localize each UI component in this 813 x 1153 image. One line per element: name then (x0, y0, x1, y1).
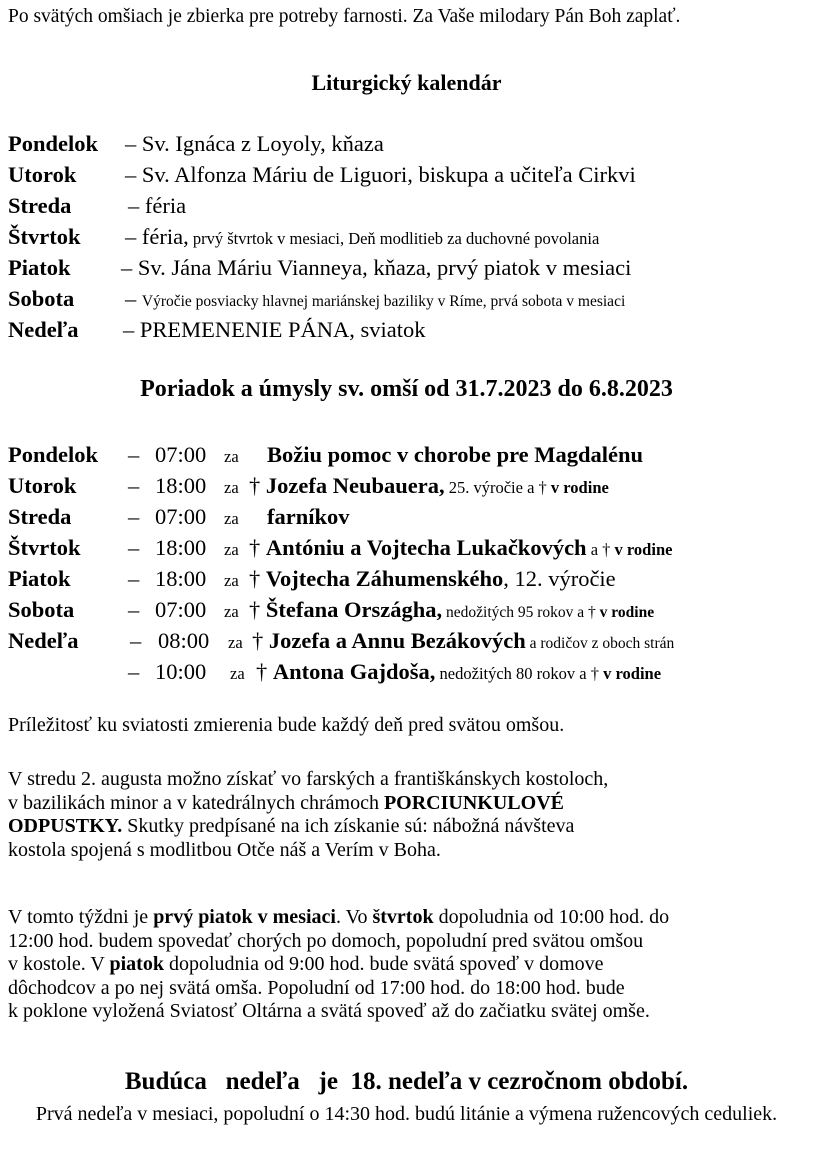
mass-dash: – (130, 628, 142, 653)
calendar-entry: – Výročie posviacky hlavnej mariánskej baziliky v Ríme, prvá sobota v mesiaci (125, 286, 626, 311)
mass-day: Pondelok (8, 442, 99, 467)
porciunkula-paragraph: V stredu 2. augusta možno získať vo farských a františkánskych kostoloch, v bazilikách minor a v katedrálnych chrámoch PORCIUNKULOVÉ ODPUSTKY. Skutky predpísané na ich získanie sú: nábožná návšteva kostola spojená s modlitbou Otče náš a Verím v Boha. (8, 768, 609, 861)
confession-note: Príležitosť ku sviatosti zmierenia bude každý deň pred svätou omšou. (8, 714, 565, 736)
mass-dash: – (128, 566, 140, 591)
mass-dash: – (128, 504, 140, 529)
mass-time: 07:00 (155, 442, 207, 467)
calendar-entry: – féria, prvý štvrtok v mesiaci, Deň modlitieb za duchovné povolania (125, 224, 600, 249)
mass-za: za (230, 664, 245, 683)
calendar-entry: – Sv. Jána Máriu Vianneya, kňaza, prvý piatok v mesiaci (121, 255, 632, 280)
mass-intention: † Jozefa a Annu Bezákových a rodičov z oboch strán (252, 628, 675, 653)
mass-day: Streda (8, 504, 72, 529)
mass-intention: † Štefana Országha, nedožitých 95 rokov a † v rodine (249, 597, 655, 622)
calendar-day: Piatok (8, 255, 71, 280)
mass-za: za (224, 478, 239, 497)
first-friday-paragraph: V tomto týždni je prvý piatok v mesiaci. Vo štvrtok dopoludnia od 10:00 hod. do 12:00 hod. budem spovedať chorých po domoch, popoludní pred svätou omšou v kostole. V piatok dopoludnia od 9:00 hod. bude svätá spoveď v domove dôchodcov a po nej svätá omša. Popoludní od 17:00 hod. do 18:00 hod. bude k poklone vyložená Sviatosť Oltárna a svätá spoveď až do začiatku svätej omše. (8, 906, 670, 1022)
calendar-day: Pondelok (8, 131, 99, 156)
calendar-title: Liturgický kalendár (311, 70, 502, 95)
mass-dash: – (128, 597, 140, 622)
mass-time: 07:00 (155, 504, 207, 529)
collection-note: Po svätých omšiach je zbierka pre potreby farnosti. Za Vaše milodary Pán Boh zaplať. (8, 6, 681, 27)
mass-dash: – (128, 442, 140, 467)
mass-intention: † Antóniu a Vojtecha Lukačkových a † v rodine (249, 535, 673, 560)
mass-za: za (224, 602, 239, 621)
mass-intention: † Vojtecha Záhumenského, 12. výročie (249, 566, 616, 591)
mass-za: za (224, 447, 239, 466)
mass-day: Nedeľa (8, 628, 79, 653)
mass-za: za (228, 633, 243, 652)
mass-intention: † Jozefa Neubauera, 25. výročie a † v rodine (249, 473, 609, 498)
mass-day: Štvrtok (8, 535, 81, 560)
mass-time: 10:00 (155, 659, 207, 684)
mass-time: 18:00 (155, 535, 207, 560)
mass-dash: – (128, 535, 140, 560)
calendar-entry: – Sv. Alfonza Máriu de Liguori, biskupa a učiteľa Cirkvi (125, 162, 636, 187)
mass-time: 07:00 (155, 597, 207, 622)
mass-intention: † Antona Gajdoša, nedožitých 80 rokov a † v rodine (256, 659, 662, 684)
mass-time: 08:00 (158, 628, 210, 653)
calendar-day: Utorok (8, 162, 77, 187)
calendar-day: Nedeľa (8, 317, 79, 342)
mass-za: za (224, 540, 239, 559)
mass-day: Piatok (8, 566, 71, 591)
next-sunday-title: Budúca nedeľa je 18. nedeľa v cezročnom období. (124, 1068, 689, 1095)
mass-za: za (224, 571, 239, 590)
mass-day: Sobota (8, 597, 75, 622)
mass-za: za (224, 509, 239, 528)
calendar-day: Sobota (8, 286, 75, 311)
calendar-day: Streda (8, 193, 72, 218)
calendar-entry: – féria (128, 193, 187, 218)
next-sunday-note: Prvá nedeľa v mesiaci, popoludní o 14:30 hod. budú litánie a výmena ružencových ceduliek. (35, 1103, 778, 1125)
mass-dash: – (128, 659, 140, 684)
mass-time: 18:00 (155, 473, 207, 498)
mass-schedule-title: Poriadok a úmysly sv. omší od 31.7.2023 do 6.8.2023 (140, 376, 673, 402)
calendar-day: Štvrtok (8, 224, 81, 249)
calendar-entry: – PREMENENIE PÁNA, sviatok (123, 317, 426, 342)
calendar-entry: – Sv. Ignáca z Loyoly, kňaza (125, 131, 384, 156)
mass-intention: Božiu pomoc v chorobe pre Magdalénu (267, 442, 644, 467)
mass-time: 18:00 (155, 566, 207, 591)
mass-dash: – (128, 473, 140, 498)
mass-day: Utorok (8, 473, 77, 498)
mass-intention: farníkov (267, 504, 350, 529)
